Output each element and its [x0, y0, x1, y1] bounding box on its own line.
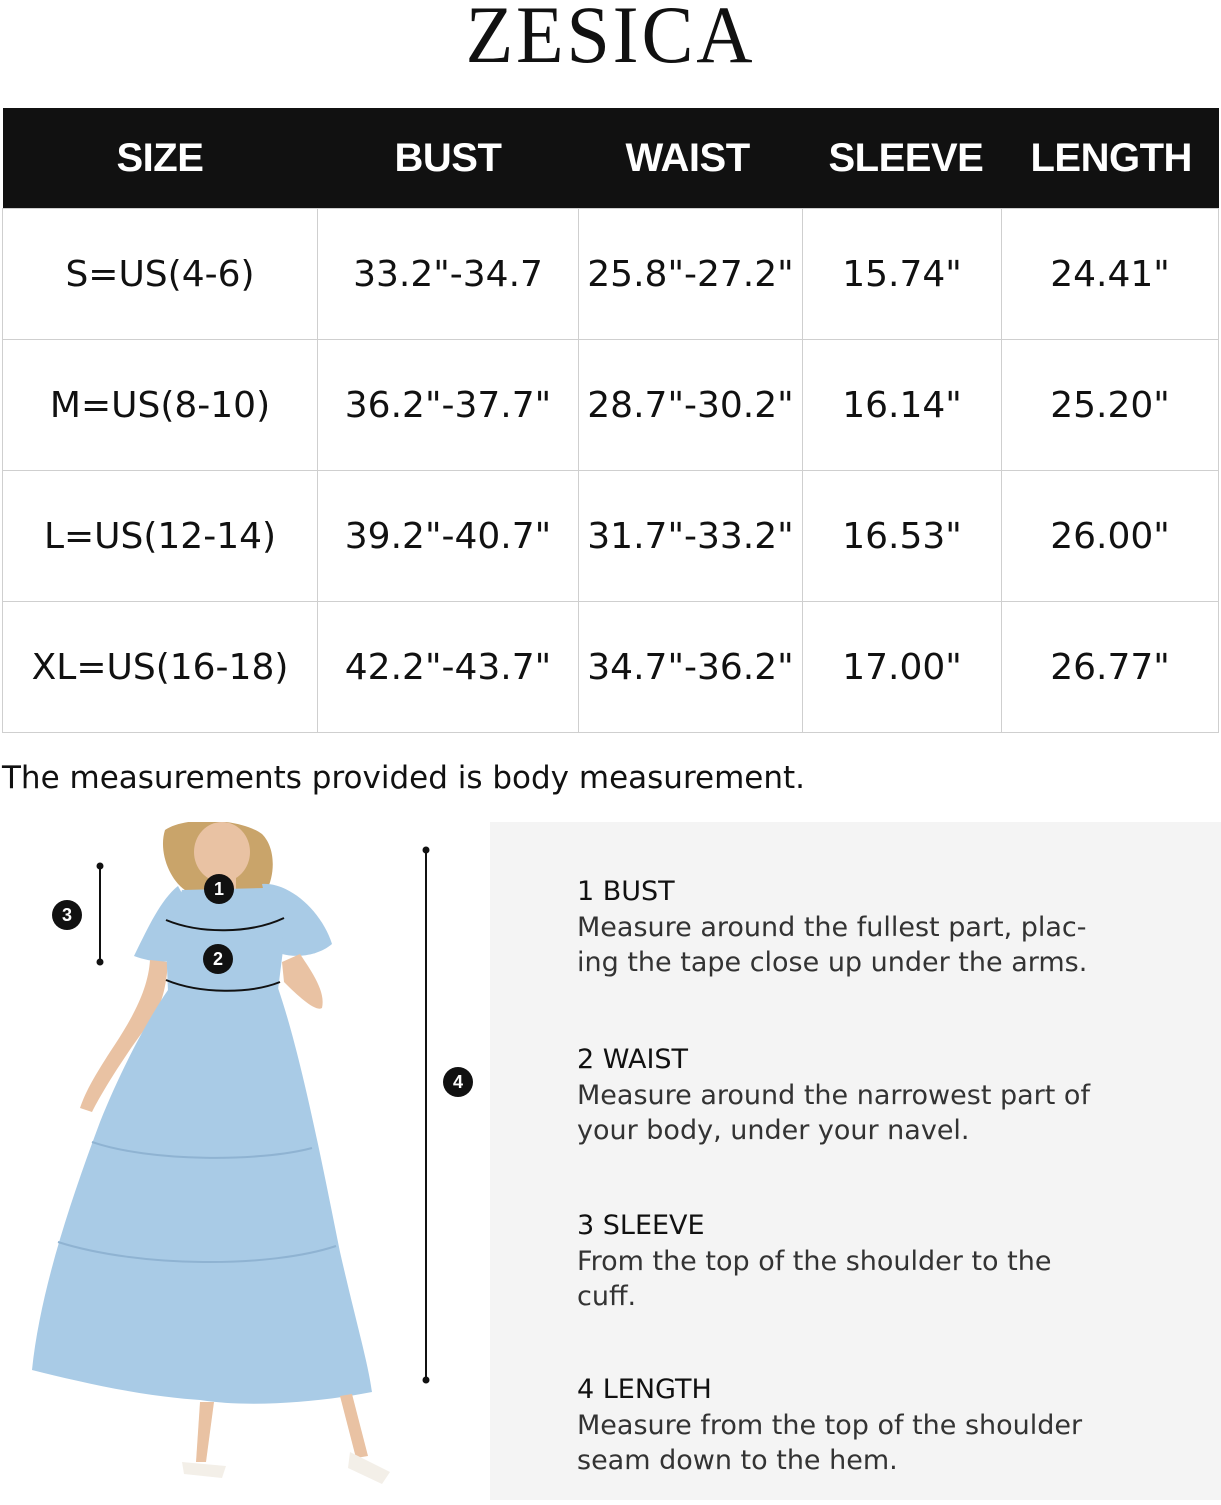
cell-waist: 31.7"-33.2" — [579, 471, 803, 602]
cell-size: XL=US(16-18) — [3, 602, 318, 733]
definition-line: ing the tape close up under the arms. — [577, 947, 1088, 978]
brand-logo: ZESICA — [465, 0, 756, 80]
cell-sleeve: 16.53" — [803, 471, 1002, 602]
definition-title: 2 WAIST — [577, 1044, 689, 1075]
cell-bust: 42.2"-43.7" — [318, 602, 579, 733]
definition-line: seam down to the hem. — [577, 1445, 898, 1476]
cell-sleeve: 16.14" — [803, 340, 1002, 471]
left-shoe — [182, 1462, 226, 1478]
definition-bust — [577, 874, 1177, 980]
header-size: SIZE — [3, 108, 318, 209]
definition-line: From the top of the shoulder to the — [577, 1246, 1052, 1277]
bodice — [166, 888, 284, 992]
right-leg — [340, 1394, 368, 1458]
definition-line: Measure from the top of the shoulder — [577, 1410, 1083, 1441]
cell-sleeve: 15.74" — [803, 209, 1002, 340]
header-waist: WAIST — [579, 108, 803, 209]
cell-size: M=US(8-10) — [3, 340, 318, 471]
table-header-row — [3, 108, 1219, 209]
definition-line: Measure around the narrowest part of — [577, 1080, 1090, 1111]
cell-waist: 25.8"-27.2" — [579, 209, 803, 340]
definition-title: 3 SLEEVE — [577, 1210, 705, 1241]
definition-line: your body, under your navel. — [577, 1115, 970, 1146]
cell-length: 26.77" — [1002, 602, 1219, 733]
table-row — [3, 209, 1219, 340]
header-length: LENGTH — [1002, 108, 1219, 209]
cell-length: 25.20" — [1002, 340, 1219, 471]
table-row — [3, 340, 1219, 471]
table-row — [3, 471, 1219, 602]
cell-bust: 36.2"-37.7" — [318, 340, 579, 471]
measurement-guide-panel — [490, 822, 1221, 1500]
cell-sleeve: 17.00" — [803, 602, 1002, 733]
header-bust: BUST — [318, 108, 579, 209]
cell-size: S=US(4-6) — [3, 209, 318, 340]
cell-length: 26.00" — [1002, 471, 1219, 602]
size-chart-table — [2, 108, 1219, 733]
cell-size: L=US(12-14) — [3, 471, 318, 602]
marker-length: 4 — [443, 1067, 473, 1097]
cell-waist: 28.7"-30.2" — [579, 340, 803, 471]
table-row — [3, 602, 1219, 733]
model-figure — [0, 822, 490, 1500]
definition-line: Measure around the fullest part, plac- — [577, 912, 1087, 943]
cell-length: 24.41" — [1002, 209, 1219, 340]
measurement-note: The measurements provided is body measurement. — [2, 760, 806, 796]
definition-title: 1 BUST — [577, 876, 675, 907]
marker-waist: 2 — [203, 944, 233, 974]
cell-waist: 34.7"-36.2" — [579, 602, 803, 733]
definition-title: 4 LENGTH — [577, 1374, 712, 1405]
definition-line: cuff. — [577, 1281, 637, 1312]
marker-bust: 1 — [204, 874, 234, 904]
definition-waist — [577, 1042, 1177, 1148]
header-sleeve: SLEEVE — [803, 108, 1002, 209]
right-shoe — [348, 1452, 390, 1484]
definition-sleeve — [577, 1208, 1177, 1314]
left-leg — [196, 1402, 214, 1462]
cell-bust: 39.2"-40.7" — [318, 471, 579, 602]
marker-sleeve: 3 — [52, 900, 82, 930]
right-arm — [282, 954, 323, 1009]
cell-bust: 33.2"-34.7 — [318, 209, 579, 340]
definition-length — [577, 1372, 1177, 1478]
skirt — [32, 988, 372, 1404]
